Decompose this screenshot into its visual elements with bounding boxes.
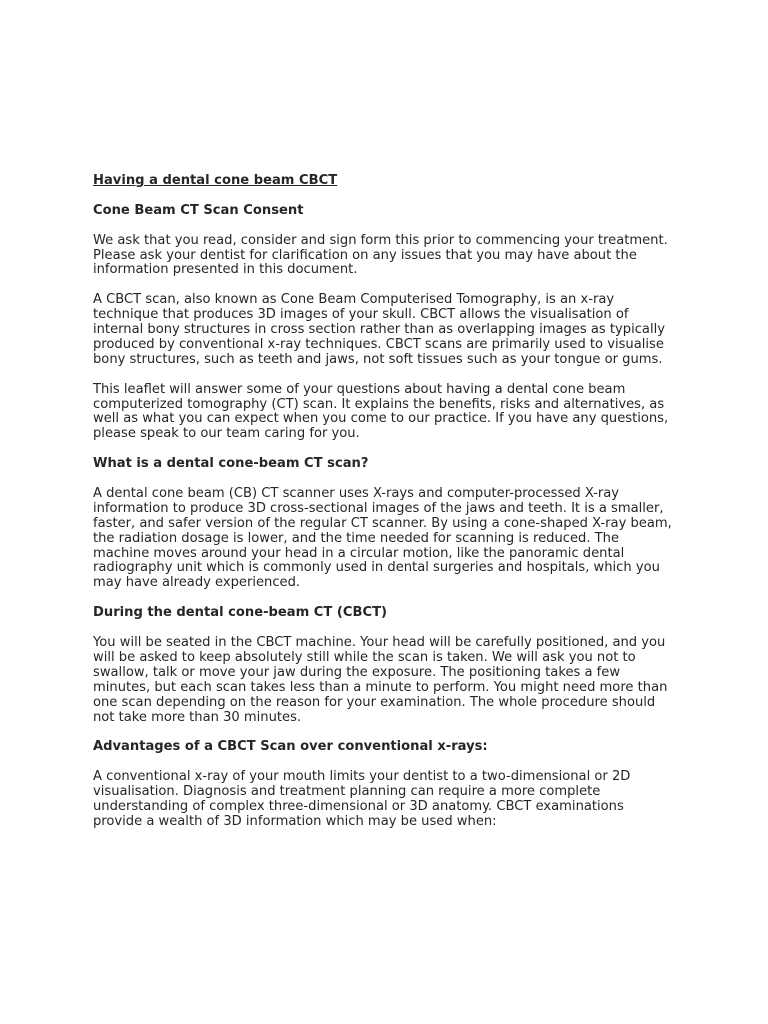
what-paragraph: A dental cone beam (CB) CT scanner uses X-rays and computer-processed X-ray information to produce 3D cross-sectional images of the jaws and teeth. It is a smaller, faster, and safer version of the regular CT scanner. By using a cone-shaped X-ray beam, the radiation dosage is lower, and the time needed for scanning is reduced. The machine moves around your head in a circular motion, like the panoramic dental radiography unit which is commonly used in dental surgeries and hospitals, which you may have already experienced. [93, 485, 672, 591]
cbct-paragraph: A CBCT scan, also known as Cone Beam Computerised Tomography, is an x-ray technique that produces 3D images of your skull. CBCT allows the visualisation of internal bony structures in cross section rather than as overlapping images as typically produced by conventional x-ray techniques. CBCT scans are primarily used to visualise bony structures, such as teeth and jaws, not soft tissues such as your tongue or gums. [93, 292, 665, 367]
consent-heading: Cone Beam CT Scan Consent [93, 202, 304, 218]
document-title: Having a dental cone beam CBCT [93, 173, 338, 188]
during-paragraph: You will be seated in the CBCT machine. Your head will be carefully positioned, and you will be asked to keep absolutely still while the scan is taken. We will ask you not to swallow, talk or move your jaw during the exposure. The positioning takes a few minutes, but each scan takes less than a minute to perform. You might need more than one scan depending on the reason for your examination. The whole procedure should not take more than 30 minutes. [93, 634, 668, 725]
advantages-heading: Advantages of a CBCT Scan over conventional x-rays: [93, 739, 488, 755]
intro-paragraph: We ask that you read, consider and sign form this prior to commencing your treatment. Please ask your dentist for clarification on any issues that you may have about the information presented in this document. [93, 232, 668, 278]
during-heading: During the dental cone-beam CT (CBCT) [93, 605, 388, 621]
what-heading: What is a dental cone-beam CT scan? [93, 456, 369, 472]
advantages-paragraph: A conventional x-ray of your mouth limits your dentist to a two-dimensional or 2D visualisation. Diagnosis and treatment planning can require a more complete understanding of complex three-dimensional or 3D anatomy. CBCT examinations provide a wealth of 3D information which may be used when: [93, 769, 631, 829]
leaflet-paragraph: This leaflet will answer some of your questions about having a dental cone beam computerized tomography (CT) scan. It explains the benefits, risks and alternatives, as well as what you can expect when you come to our practice. If you have any questions, please speak to our team caring for you. [93, 381, 669, 442]
